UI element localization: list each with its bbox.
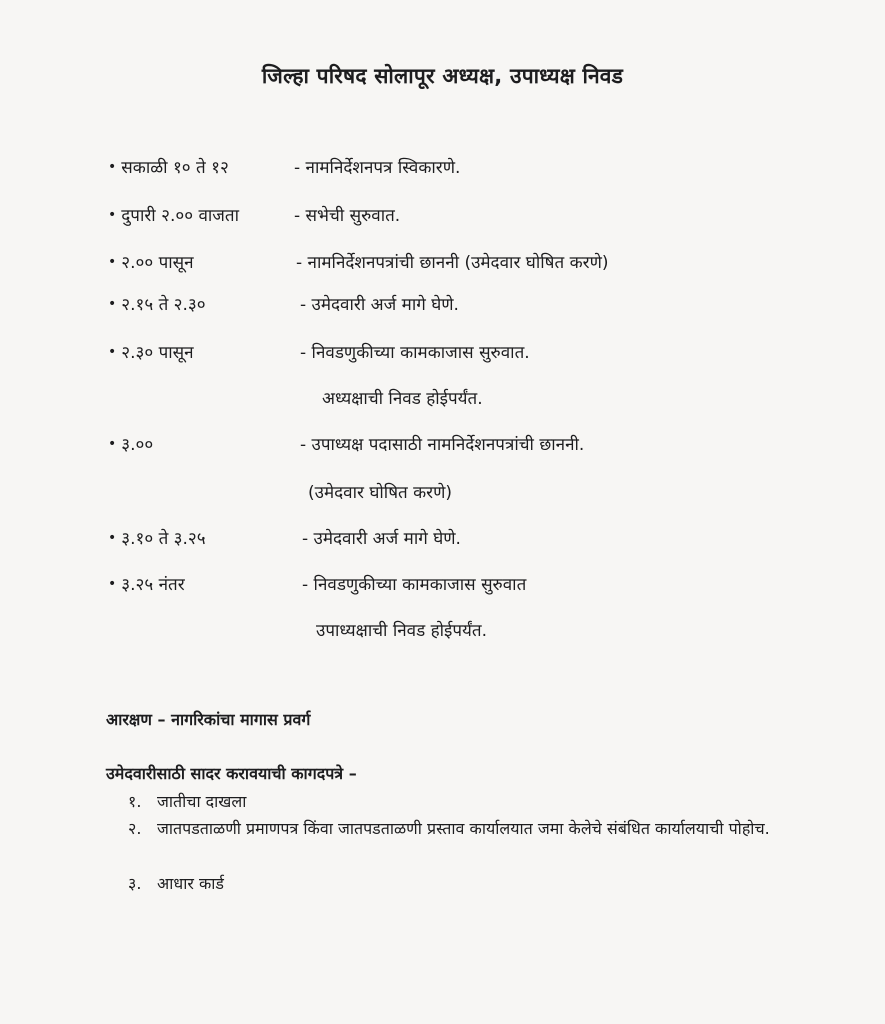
schedule-desc: - उमेदवारी अर्ज मागे घेणे. <box>302 529 461 549</box>
schedule-desc: - निवडणुकीच्या कामकाजास सुरुवात. <box>300 343 530 363</box>
schedule-time: • २.३० पासून <box>108 340 194 363</box>
schedule-time: • २.१५ ते २.३० <box>108 292 206 315</box>
schedule-time: • सकाळी १० ते १२ <box>108 155 229 178</box>
document-text: जातपडताळणी प्रमाणपत्र किंवा जातपडताळणी प्रस्ताव कार्यालयात जमा केलेचे संबंधित कार्यालयाची पोहोच. <box>157 819 770 838</box>
schedule-desc: - निवडणुकीच्या कामकाजास सुरुवात <box>302 575 527 595</box>
schedule-desc: - सभेची सुरुवात. <box>294 206 401 226</box>
schedule-continuation: (उमेदवार घोषित करणे) <box>308 483 453 503</box>
schedule-desc: - नामनिर्देशनपत्र स्विकारणे. <box>294 158 461 178</box>
schedule-time: • ३.०० <box>108 432 153 455</box>
schedule-time: • २.०० पासून <box>108 250 194 273</box>
schedule-time: • ३.१० ते ३.२५ <box>108 526 206 549</box>
reservation-heading: आरक्षण – नागरिकांचा मागास प्रवर्ग <box>106 710 311 729</box>
documents-heading: उमेदवारीसाठी सादर करावयाची कागदपत्रे – <box>106 764 357 783</box>
document-text: आधार कार्ड <box>157 874 224 893</box>
document-text: जातीचा दाखला <box>157 792 247 811</box>
schedule-desc: - नामनिर्देशनपत्रांची छाननी (उमेदवार घोषित करणे) <box>296 253 609 273</box>
schedule-desc: - उपाध्यक्ष पदासाठी नामनिर्देशनपत्रांची छाननी. <box>300 435 585 455</box>
schedule-time: • दुपारी २.०० वाजता <box>108 203 239 226</box>
document-number: २. <box>128 819 142 838</box>
schedule-continuation: उपाध्यक्षाची निवड होईपर्यंत. <box>316 621 487 641</box>
schedule-continuation: अध्यक्षाची निवड होईपर्यंत. <box>322 389 483 409</box>
document-number: १. <box>128 792 142 811</box>
page-title: जिल्हा परिषद सोलापूर अध्यक्ष, उपाध्यक्ष निवड <box>261 64 624 88</box>
schedule-time: • ३.२५ नंतर <box>108 572 185 595</box>
schedule-desc: - उमेदवारी अर्ज मागे घेणे. <box>300 295 459 315</box>
document-number: ३. <box>128 874 142 893</box>
